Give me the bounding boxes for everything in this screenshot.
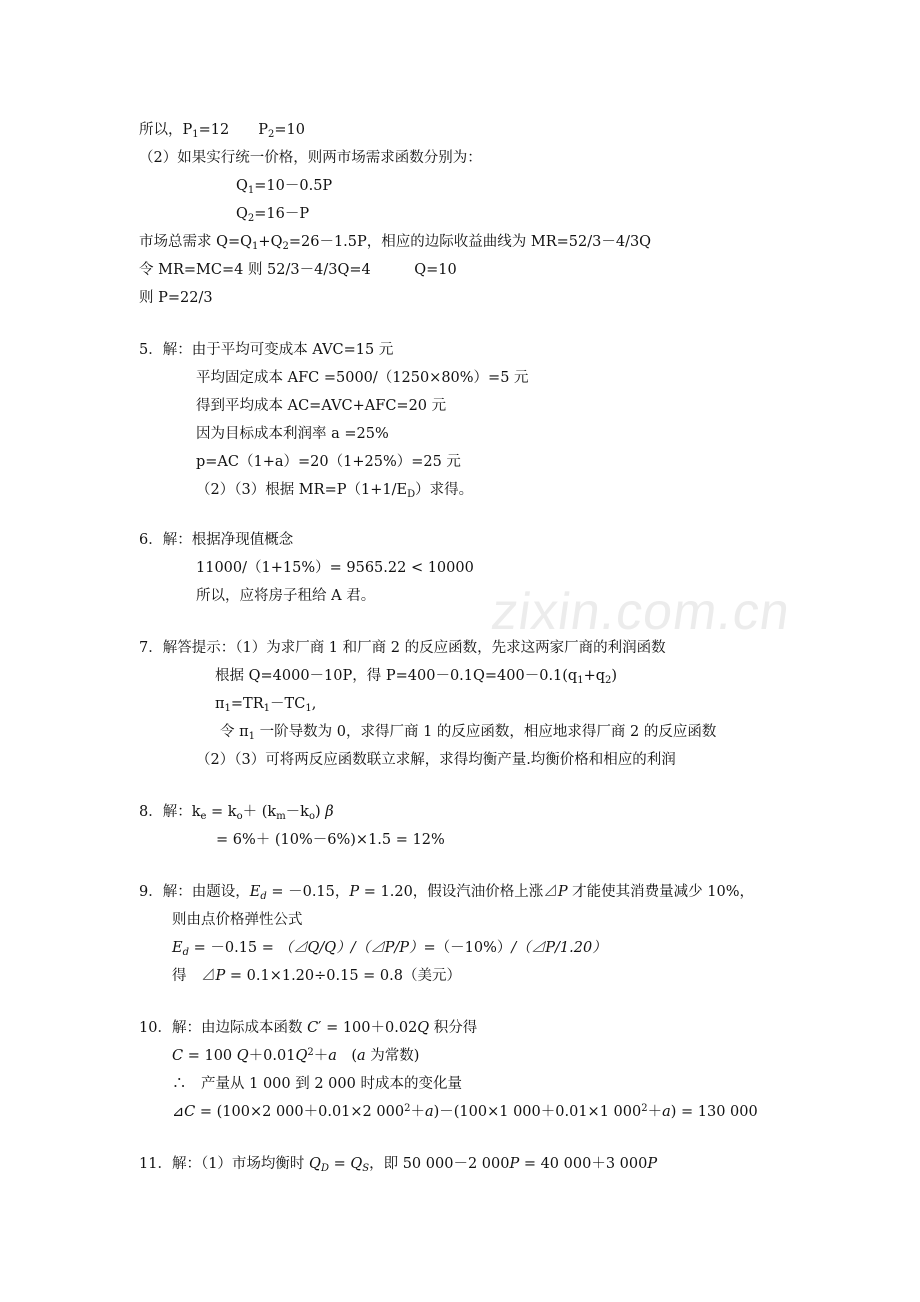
text-line-l22: 8．解：$k_e = k_o+ (k_m-k_o)$ β [139,804,334,822]
text-line-l13: （2）（3）根据 $MR=P(1+1/E_D)$求得。 [196,482,474,500]
text-line-l27: 得 ⊿P = 0.1×1.20÷0.15 = 0.8（美元） [172,968,461,984]
text-line-l20: 令 $\pi_1$ 一阶导数为 0，求得厂商 1 的反应函数，相应地求得厂商 2 的反应函数 [220,724,717,742]
text-line-l25: 则由点价格弹性公式 [172,912,303,928]
text-line-l31: ⊿C = (100×2 000＋0.01×2 $000^2+a)-(100\times 1$ 000＋0.01×1 $000^2+a) = 130$ 000 [172,1103,758,1120]
text-line-l06: 令 MR=MC=4 则 52/3－4/3Q=4 Q=10 [139,262,457,278]
text-line-l23: = 6%＋ (10%－6%)×1.5 = 12% [216,832,445,848]
text-line-l21: （2）（3）可将两反应函数联立求解，求得均衡产量.均衡价格和相应的利润 [196,752,676,768]
text-line-l19: $\pi_1=TR_1-TC_1$, [215,696,317,714]
text-line-l14: 6．解：根据净现值概念 [139,532,294,548]
watermark: zixin.com.cn [487,583,795,641]
text-line-l18: 根据 Q=4000－10P，得 $P=400-0.1Q=400-0.1(q_1+q_2)$ [215,668,618,686]
text-line-l30: ∴ 产量从 1 000 到 2 000 时成本的变化量 [172,1076,462,1092]
text-line-l15: 11000/（1+15%）= 9565.22 < 10000 [196,560,474,576]
text-line-l01: 所以，$P_1=12$ $P_2=10$ [139,122,305,140]
text-line-l10: 得到平均成本 AC=AVC+AFC=20 元 [196,398,447,414]
text-line-l04: $Q_2=16-P$ [236,206,310,224]
text-line-l26: $E_d = -0.15$ = （⊿Q/Q）/（⊿P/P）=（－10%）/（⊿P/1.20） [172,940,607,958]
text-line-l16: 所以，应将房子租给 A 君。 [196,588,376,604]
text-line-l09: 平均固定成本 AFC =5000/（1250×80%）=5 元 [196,370,529,386]
text-line-l29: C = 100 $Q+0.01Q^2+a$ (a 为常数) [172,1047,420,1064]
text-line-l08: 5．解：由于平均可变成本 AVC=15 元 [139,342,394,358]
text-line-l02: （2）如果实行统一价格，则两市场需求函数分别为： [139,150,482,166]
text-line-l12: p=AC（1+a）=20（1+25%）=25 元 [196,454,461,470]
text-line-l28: 10．解：由边际成本函数 C′ = 100＋0.02Q 积分得 [139,1020,478,1036]
text-line-l24: 9．解：由题设，$E_d = -0.15$，P = 1.20，假设汽油价格上涨⊿P 才能使其消费量减少 10%， [139,884,755,902]
text-line-l05: 市场总需求 $Q=Q_1+Q_2=26-1.5P$，相应的边际收益曲线为 MR=52/3－4/3Q [139,234,652,252]
text-line-l03: $Q_1=10-0.5P$ [236,178,333,196]
text-line-l11: 因为目标成本利润率 a =25% [196,426,389,442]
text-line-l32: 11．解：（1）市场均衡时 $Q_D = Q_S$，即 50 000－2 000P = 40 000＋3 000P [139,1156,658,1174]
text-line-l07: 则 P=22/3 [139,290,213,306]
text-line-l17: 7．解答提示：（1）为求厂商 1 和厂商 2 的反应函数，先求这两家厂商的利润函数 [139,640,666,656]
